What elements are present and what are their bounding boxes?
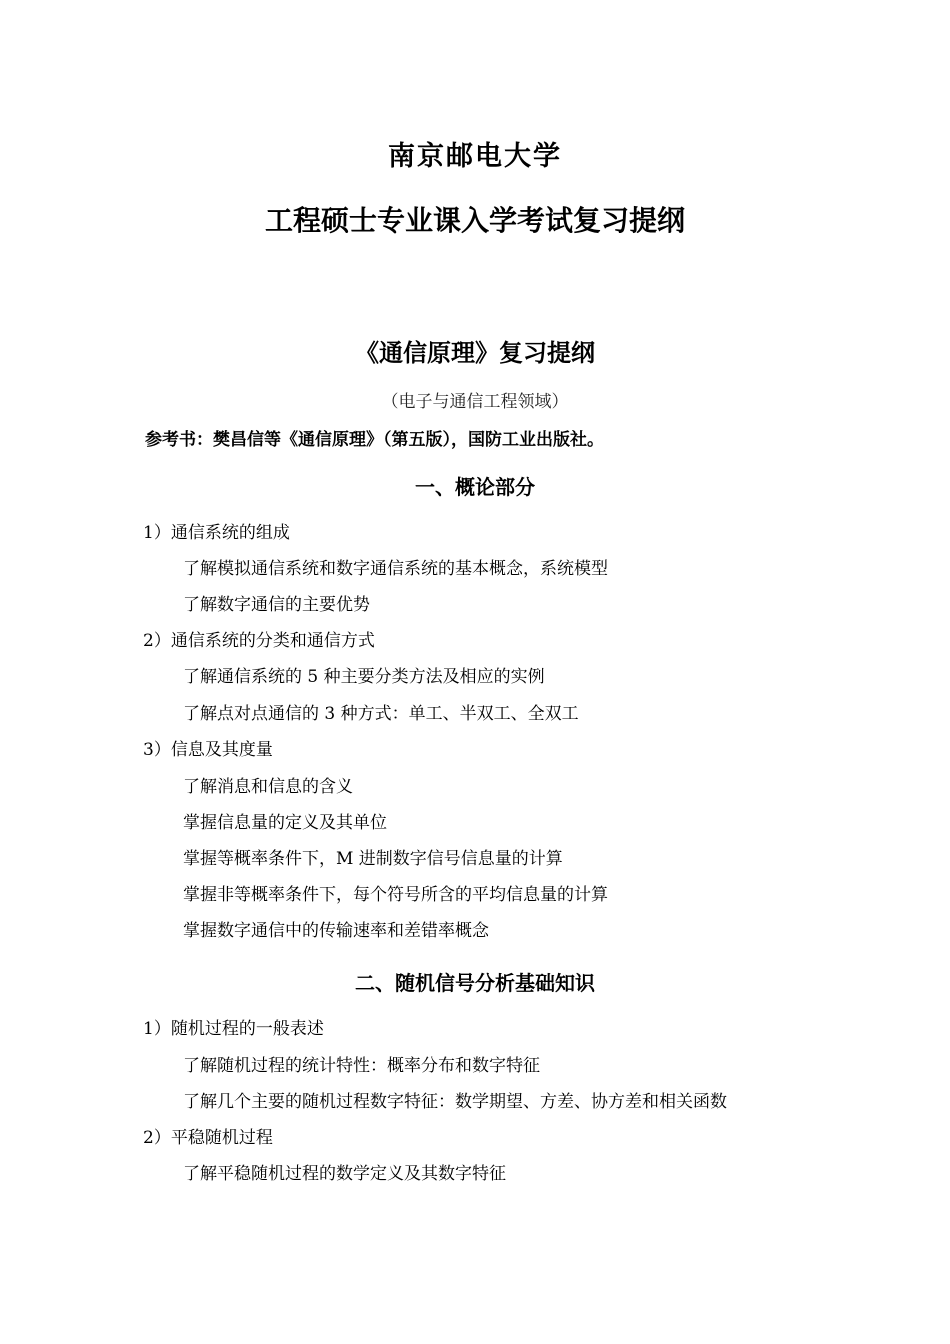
section-heading: 一、概论部分 xyxy=(415,475,535,499)
item-point: 了解点对点通信的 3 种方式：单工、半双工、全双工 xyxy=(183,704,579,724)
item-point: 了解消息和信息的含义 xyxy=(183,777,353,797)
item-point: 了解平稳随机过程的数学定义及其数字特征 xyxy=(183,1164,506,1184)
item-title: 1）随机过程的一般表述 xyxy=(143,1019,324,1039)
outline-title: 工程硕士专业课入学考试复习提纲 xyxy=(264,204,685,237)
item-title: 3）信息及其度量 xyxy=(143,740,273,760)
item-point: 掌握信息量的定义及其单位 xyxy=(183,813,387,833)
item-point: 了解通信系统的 5 种主要分类方法及相应的实例 xyxy=(183,667,545,687)
item-title: 1）通信系统的组成 xyxy=(143,523,290,543)
item-title: 2）通信系统的分类和通信方式 xyxy=(143,631,375,651)
item-point: 了解几个主要的随机过程数字特征：数学期望、方差、协方差和相关函数 xyxy=(183,1092,727,1112)
item-point: 掌握等概率条件下，M 进制数字信号信息量的计算 xyxy=(183,849,563,869)
course-title: 《通信原理》复习提纲 xyxy=(355,339,595,367)
item-point: 了解随机过程的统计特性：概率分布和数字特征 xyxy=(183,1056,540,1076)
item-point: 了解数字通信的主要优势 xyxy=(183,595,370,615)
section-heading: 二、随机信号分析基础知识 xyxy=(355,971,595,995)
course-field: （电子与通信工程领域） xyxy=(381,392,569,412)
university-name: 南京邮电大学 xyxy=(388,141,562,172)
reference-book: 参考书：樊昌信等《通信原理》（第五版），国防工业出版社。 xyxy=(145,430,604,450)
item-point: 掌握数字通信中的传输速率和差错率概念 xyxy=(183,921,489,941)
item-title: 2）平稳随机过程 xyxy=(143,1128,273,1148)
item-point: 掌握非等概率条件下，每个符号所含的平均信息量的计算 xyxy=(183,885,608,905)
item-point: 了解模拟通信系统和数字通信系统的基本概念，系统模型 xyxy=(183,559,608,579)
